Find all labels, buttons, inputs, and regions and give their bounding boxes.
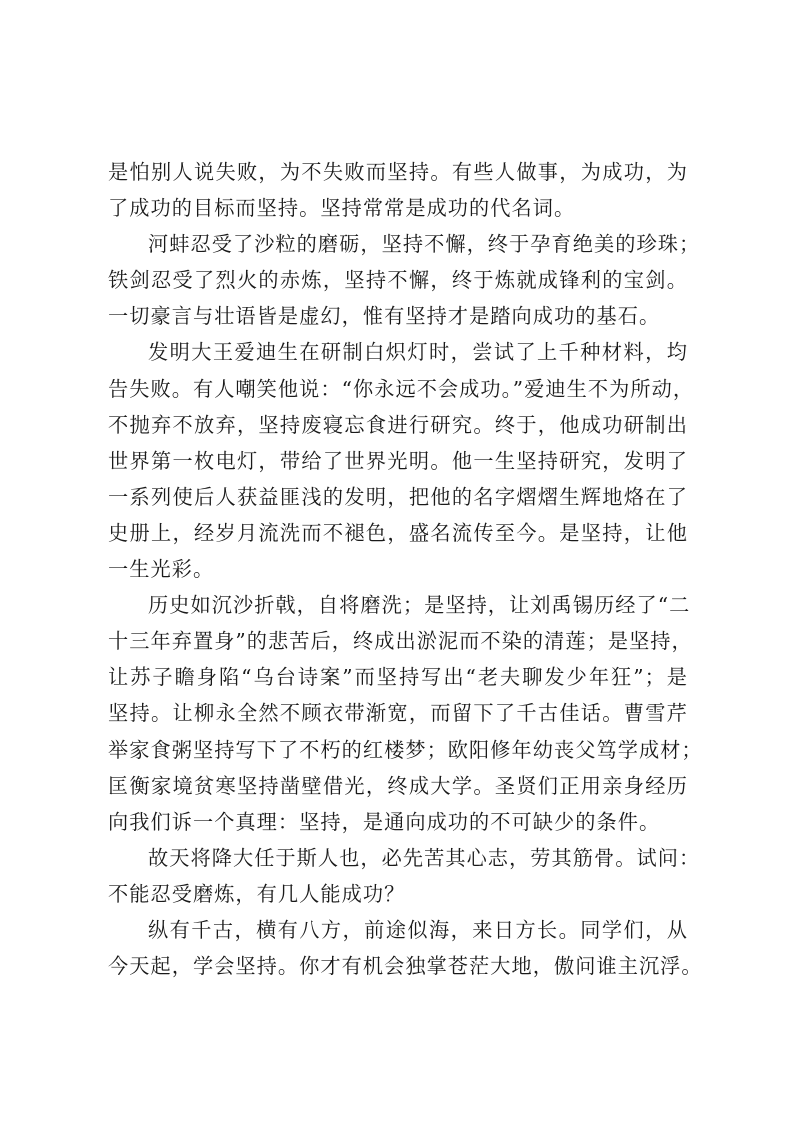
text-line: 举家食粥坚持写下了不朽的红楼梦；欧阳修年幼丧父笃学成材；	[108, 737, 703, 762]
text-line: 历史如沉沙折戟，自将磨洗；是坚持，让刘禹锡历经了“二	[148, 593, 691, 618]
text-line: 告失败。有人嘲笑他说：“你永远不会成功。”爱迪生不为所动，	[108, 376, 695, 401]
text-line: 向我们诉一个真理：坚持，是通向成功的不可缺少的条件。	[108, 809, 661, 834]
text-line: 坚持。让柳永全然不顾衣带渐宽，而留下了千古佳话。曹雪芹	[108, 701, 688, 726]
text-line: 世界第一枚电灯，带给了世界光明。他一生坚持研究，发明了	[108, 448, 688, 473]
paragraph-6	[108, 912, 703, 984]
text-line: 了成功的目标而坚持。坚持常常是成功的代名词。	[108, 196, 576, 221]
text-line: 是怕别人说失败，为不失败而坚持。有些人做事，为成功，为	[108, 160, 688, 184]
text-line: 十三年弃置身”的悲苦后，终成出淤泥而不染的清莲；是坚持，	[108, 629, 693, 654]
paragraph-2	[108, 226, 701, 334]
text-line: 让苏子瞻身陷“乌台诗案”而坚持写出“老夫聊发少年狂”；是	[108, 665, 688, 690]
essay-body	[108, 154, 703, 984]
text-line: 不能忍受磨炼，有几人能成功？	[108, 881, 406, 906]
text-line: 不抛弃不放弃，坚持废寝忘食进行研究。终于，他成功研制出	[108, 412, 688, 437]
text-line: 铁剑忍受了烈火的赤炼，坚持不懈，终于炼就成锋利的宝剑。	[108, 268, 688, 293]
text-line: 一切豪言与壮语皆是虚幻，惟有坚持才是踏向成功的基石。	[108, 304, 661, 329]
text-line: 纵有千古，横有八方，前途似海，来日方长。同学们，从	[148, 917, 688, 942]
paragraph-4	[108, 587, 703, 840]
text-line: 发明大王爱迪生在研制白炽灯时，尝试了上千种材料，均	[148, 340, 688, 365]
paragraph-5	[108, 840, 701, 912]
text-line: 一生光彩。	[108, 557, 215, 582]
paragraph-3	[108, 334, 695, 587]
text-line: 匡衡家境贫寒坚持凿壁借光，终成大学。圣贤们正用亲身经历	[108, 773, 688, 798]
text-line: 史册上，经岁月流洗而不褪色，盛名流传至今。是坚持，让他	[108, 520, 688, 545]
text-line: 一系列使后人获益匪浅的发明，把他的名字熠熠生辉地烙在了	[108, 484, 688, 509]
text-line: 故天将降大任于斯人也，必先苦其心志，劳其筋骨。试问：	[148, 845, 701, 870]
text-line: 今天起，学会坚持。你才有机会独掌苍茫大地，傲问谁主沉浮。	[108, 954, 703, 979]
text-line: 河蚌忍受了沙粒的磨砺，坚持不懈，终于孕育绝美的珍珠；	[148, 232, 701, 257]
paragraph-1	[108, 154, 688, 226]
